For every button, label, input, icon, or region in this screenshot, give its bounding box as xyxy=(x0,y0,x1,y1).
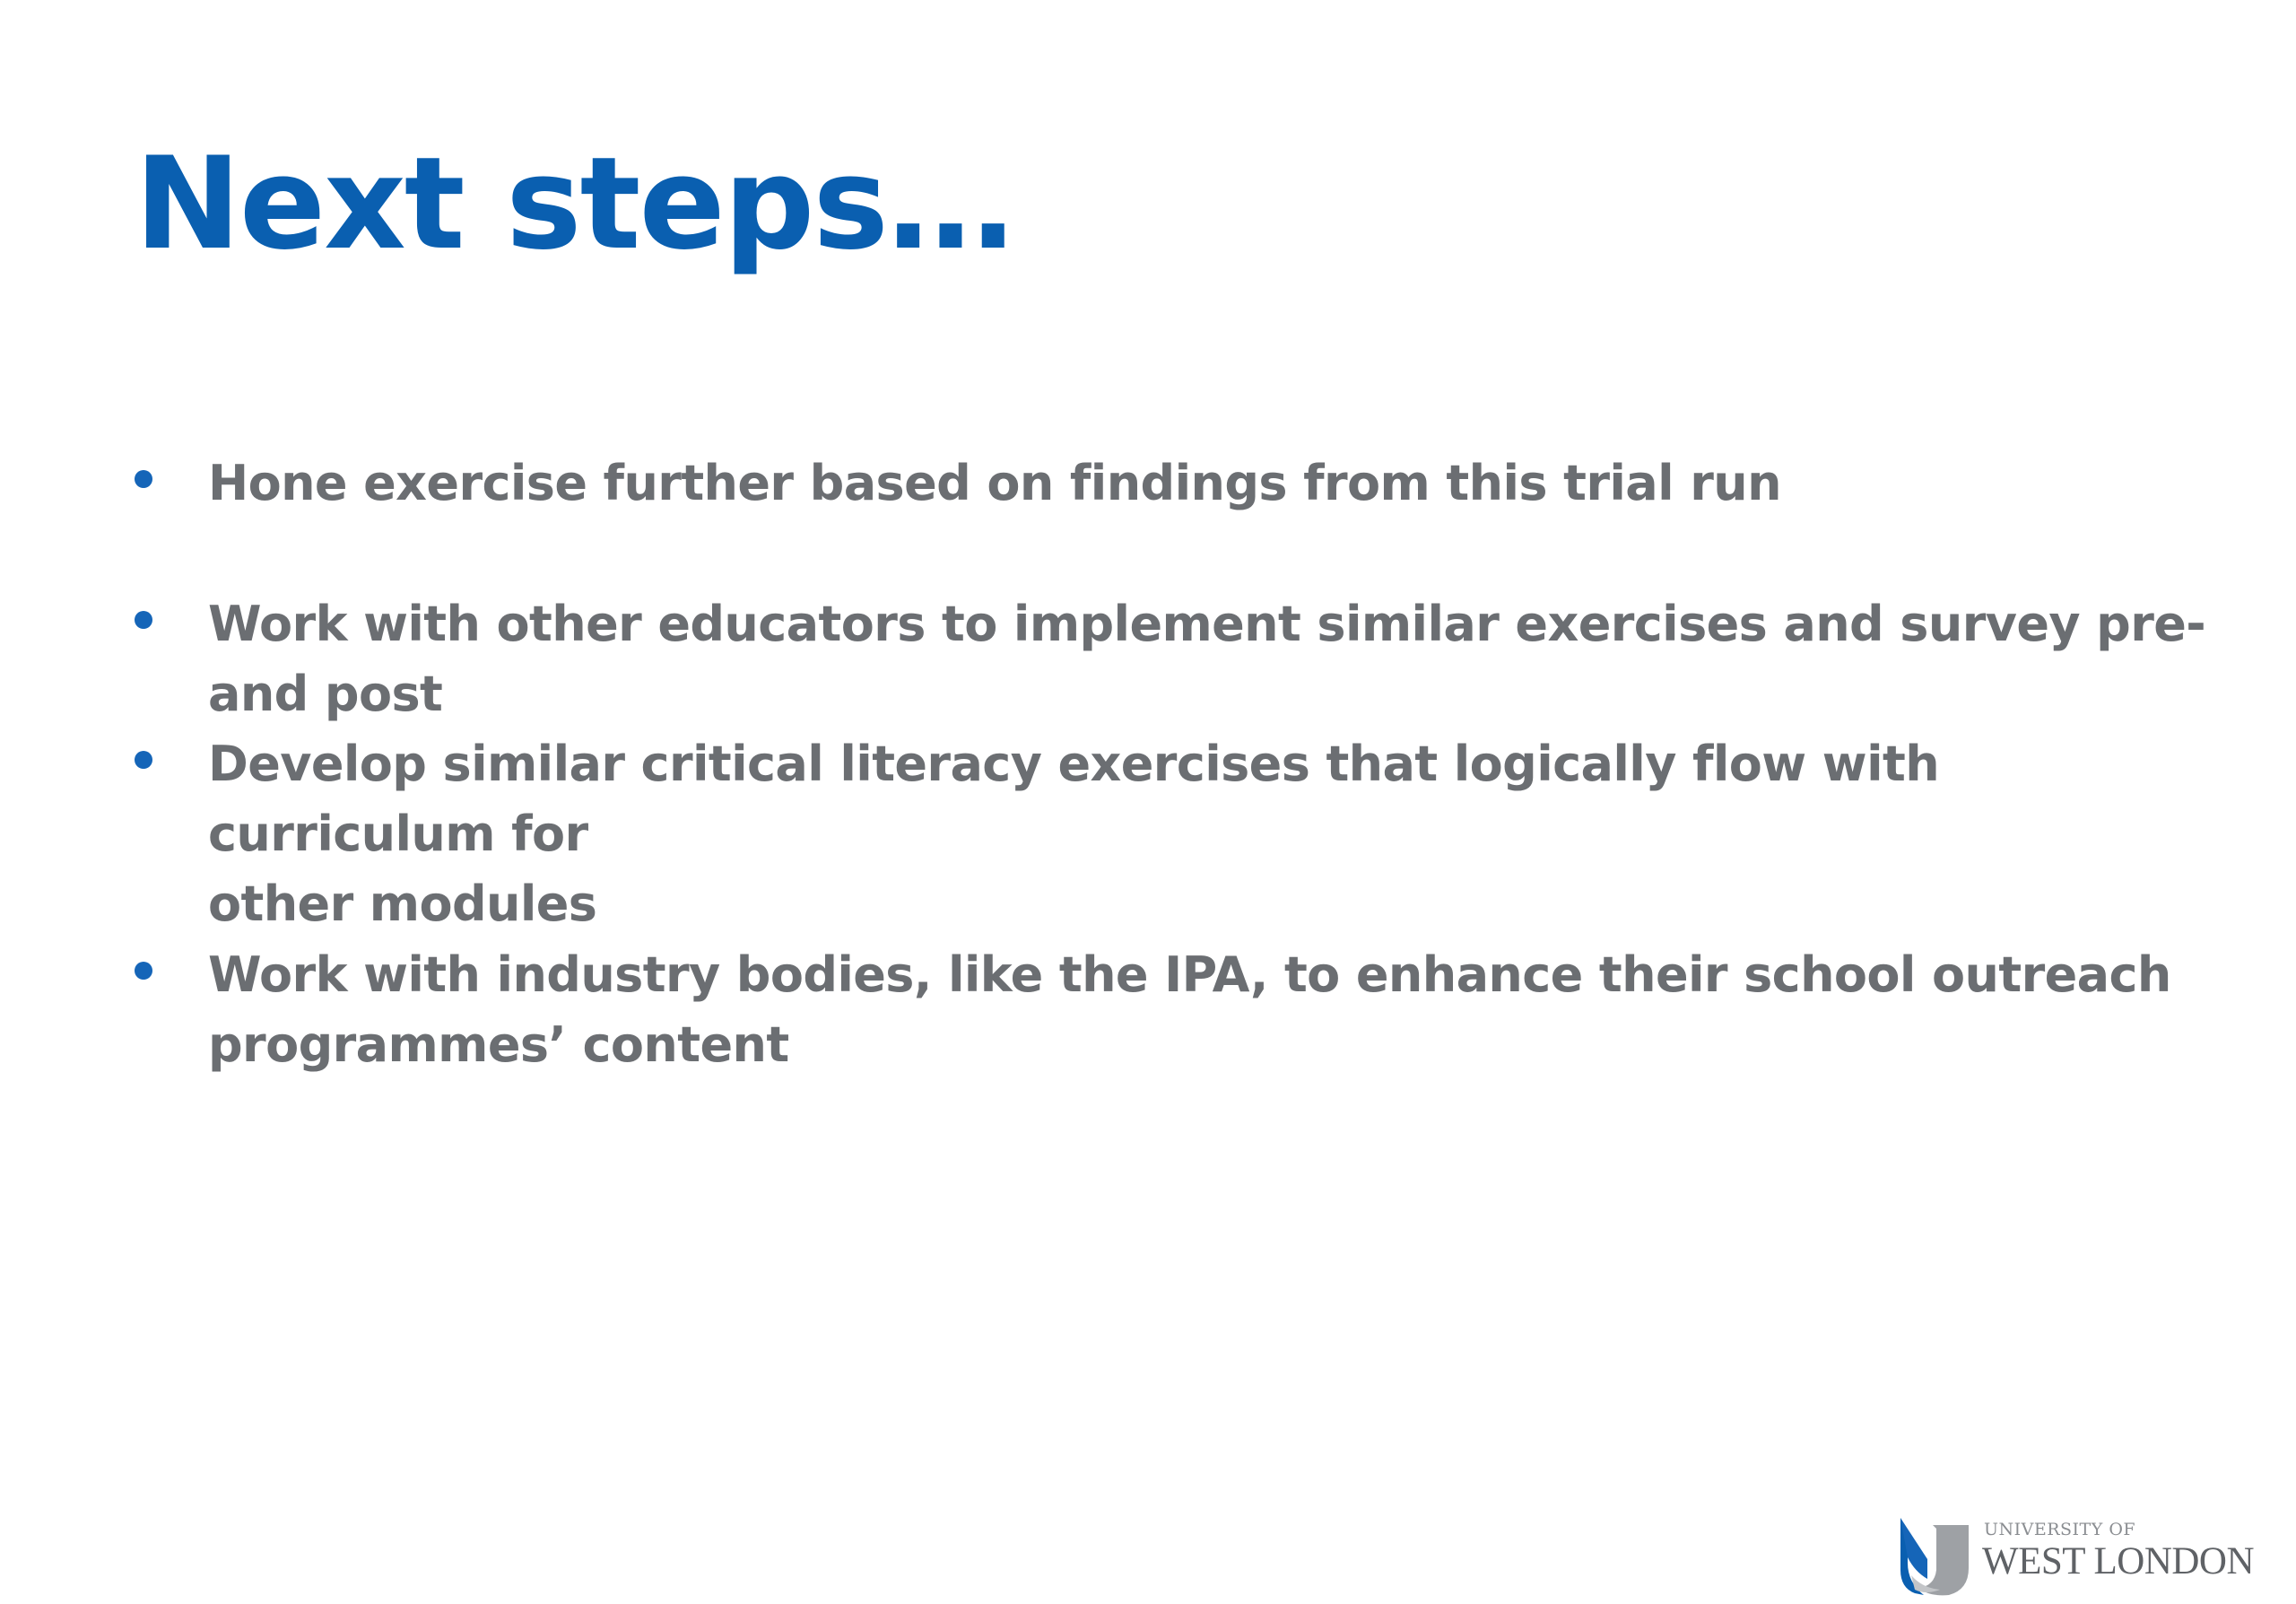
bullet-text: Work with other educators to implement similar exercises and survey pre- and post xyxy=(208,596,2206,722)
logo-line-university-of: UNIVERSITY OF xyxy=(1984,1520,2136,1539)
bullet-text: Work with industry bodies, like the IPA, to enhance their school outreach programmes’ content xyxy=(208,946,2171,1073)
bullet-point-icon xyxy=(135,962,152,980)
bullet-text: Develop similar critical literacy exercises that logically flow with curriculum for other modules xyxy=(208,736,1940,932)
slide-title: Next steps… xyxy=(135,130,1013,278)
bullet-point-icon xyxy=(135,751,152,769)
logo-line-west-london: WEST LONDON xyxy=(1982,1540,2255,1582)
university-logo xyxy=(1897,1516,2265,1597)
bullet-point-icon xyxy=(135,470,152,488)
bullet-text: Hone exercise further based on findings from this trial run xyxy=(208,455,1781,511)
university-shield-icon xyxy=(1897,1516,1974,1597)
bullet-point-icon xyxy=(135,611,152,629)
